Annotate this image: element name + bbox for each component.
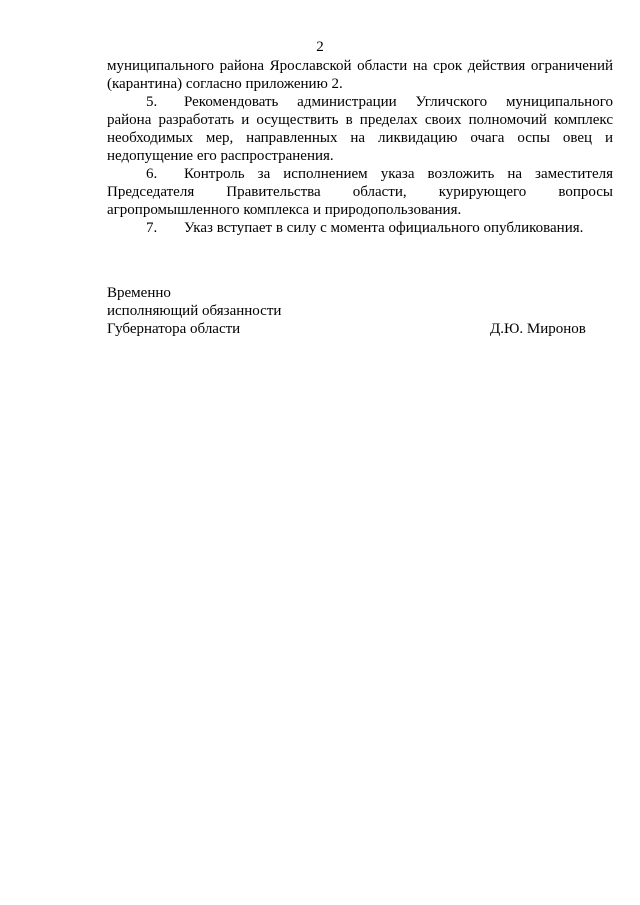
paragraph-line: недопущение его распространения. [107,148,334,164]
item-first-line: Указ вступает в силу с момента официального опубликования. [184,220,584,236]
paragraph-line: необходимых мер, направленных на ликвидацию очага оспы овец и [107,130,613,146]
signature-position-line: Губернатора области [107,321,241,337]
item-number: 7. [146,220,158,236]
paragraph-line: района разработать и осуществить в пределах своих полномочий комплекс [107,112,613,128]
item-number: 6. [146,166,158,182]
signatory-name: Д.Ю. Миронов [490,321,586,337]
paragraph-line: (карантина) согласно приложению 2. [107,76,343,92]
item-first-line: Рекомендовать администрации Угличского муниципального [184,94,613,110]
signature-position-line: исполняющий обязанности [107,303,282,319]
paragraph-line: агропромышленного комплекса и природопользования. [107,202,462,218]
paragraph-line: Председателя Правительства области, курирующего вопросы [107,184,613,200]
page-number: 2 [316,39,324,55]
item-number: 5. [146,94,158,110]
paragraph-line: муниципального района Ярославской области на срок действия ограничений [107,58,613,74]
item-first-line: Контроль за исполнением указа возложить на заместителя [184,166,613,182]
signature-position-line: Временно [107,285,171,301]
